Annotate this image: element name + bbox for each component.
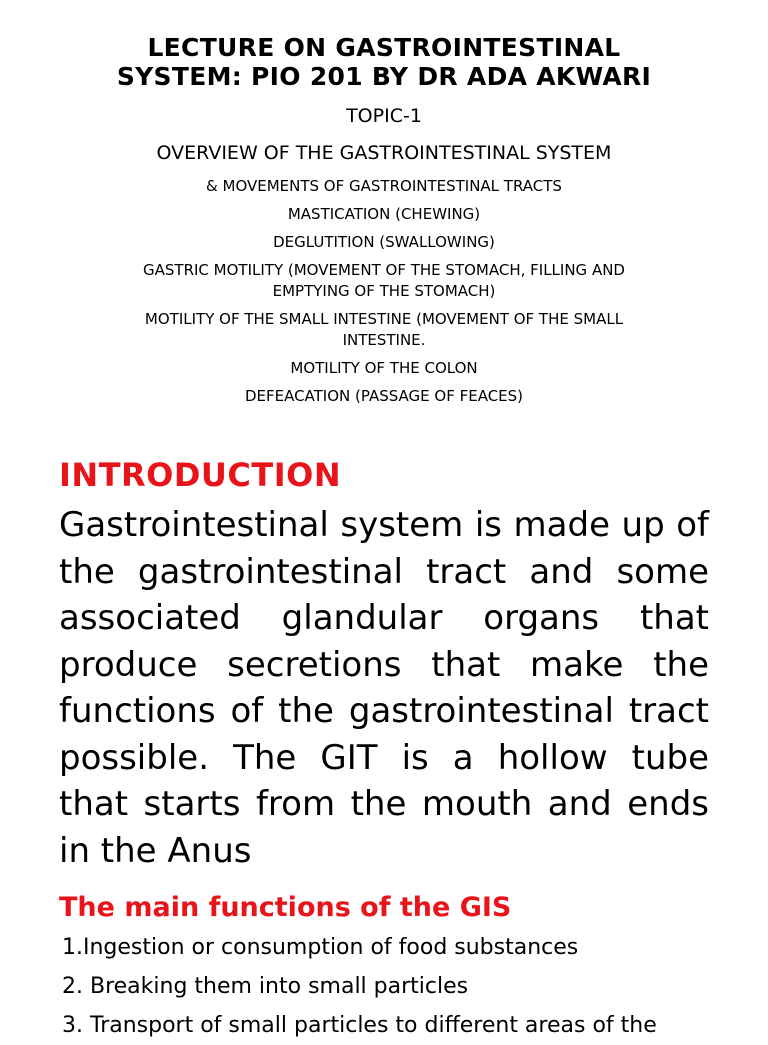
topic-label: TOPIC-1 xyxy=(346,105,422,127)
functions-list xyxy=(62,928,742,1045)
subtopic-item: MOTILITY OF THE SMALL INTESTINE (MOVEMENT OF THE SMALL INTESTINE. xyxy=(144,310,624,349)
subtopic-item: MASTICATION (CHEWING) xyxy=(287,205,481,223)
title-line-2: SYSTEM: PIO 201 BY DR ADA AKWARI xyxy=(116,62,652,91)
overview-heading: OVERVIEW OF THE GASTROINTESTINAL SYSTEM xyxy=(156,142,612,164)
subtopics-list xyxy=(0,176,768,414)
introduction-heading: INTRODUCTION xyxy=(59,456,342,494)
introduction-paragraph: Gastrointestinal system is made up of the gastrointestinal tract and some associated glandular organs that produce secretions that make the functions of the gastrointestinal tract possible. The GIT is a hollow tube that starts from the mouth and ends in the Anus xyxy=(59,505,709,871)
function-item: 2. Breaking them into small particles xyxy=(62,974,469,999)
functions-heading: The main functions of the GIS xyxy=(59,892,512,923)
subtopic-item: GASTRIC MOTILITY (MOVEMENT OF THE STOMACH, FILLING AND EMPTYING OF THE STOMACH) xyxy=(143,261,625,300)
subtopic-item: & MOVEMENTS OF GASTROINTESTINAL TRACTS xyxy=(206,177,562,195)
subtopic-item: MOTILITY OF THE COLON xyxy=(290,359,478,377)
subtopic-item: DEFEACATION (PASSAGE OF FEACES) xyxy=(244,387,524,405)
subtopic-item: DEGLUTITION (SWALLOWING) xyxy=(273,233,495,251)
title-line-1: LECTURE ON GASTROINTESTINAL xyxy=(147,33,621,62)
function-item: 1.Ingestion or consumption of food substances xyxy=(62,935,579,960)
lecture-title xyxy=(0,33,768,91)
function-item: 3. Transport of small particles to different areas of the xyxy=(62,1013,657,1038)
